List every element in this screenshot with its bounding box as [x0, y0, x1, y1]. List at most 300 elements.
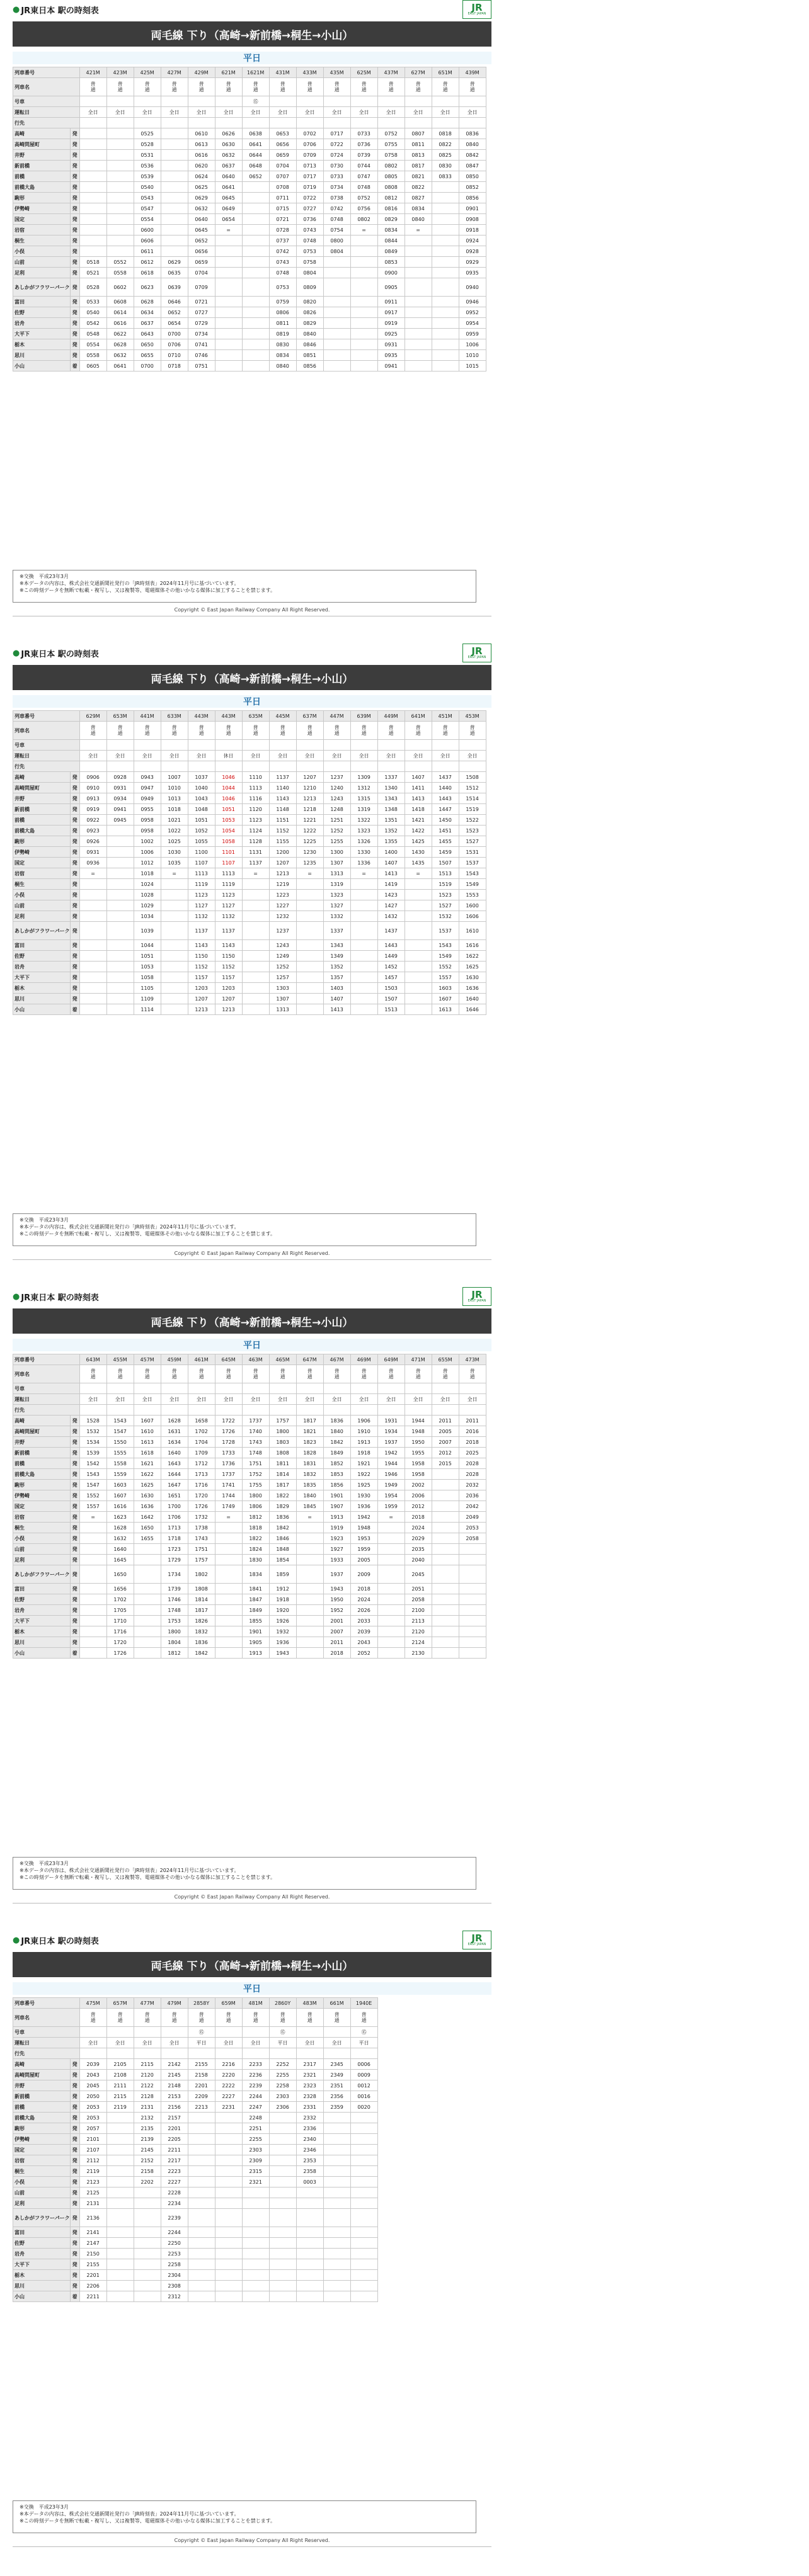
train-number[interactable]: 465M — [269, 1354, 296, 1365]
time-cell: 1734 — [161, 1565, 188, 1584]
time-cell — [404, 246, 432, 257]
arrive-depart: 発 — [70, 1555, 79, 1565]
cell: 全日 — [79, 2038, 106, 2048]
time-cell: 1704 — [188, 1437, 215, 1448]
time-cell — [350, 2145, 377, 2155]
train-number[interactable]: 645M — [215, 1354, 242, 1365]
train-number[interactable]: 435M — [323, 67, 350, 78]
time-cell: 2051 — [404, 1584, 432, 1594]
train-number[interactable]: 431M — [269, 67, 296, 78]
time-cell: 1830 — [242, 1555, 269, 1565]
cell — [106, 118, 134, 128]
station-name: 大平下 — [13, 1616, 71, 1626]
time-cell: 1630 — [134, 1490, 161, 1501]
time-cell — [432, 1469, 459, 1480]
arrive-depart: 発 — [70, 339, 79, 350]
time-cell: 1628 — [106, 1523, 134, 1533]
train-number[interactable]: 633M — [161, 711, 188, 722]
time-cell: 1537 — [459, 858, 486, 868]
time-cell: 2045 — [404, 1565, 432, 1584]
time-cell — [323, 2113, 350, 2123]
train-number[interactable]: 625M — [350, 67, 377, 78]
time-cell: 2308 — [161, 2281, 188, 2291]
cell — [350, 1405, 377, 1416]
time-cell: 1046 — [215, 772, 242, 783]
cell: 普 通 — [459, 722, 486, 740]
time-cell — [242, 1004, 269, 1015]
train-number[interactable]: 445M — [269, 711, 296, 722]
time-cell: 1755 — [242, 1480, 269, 1490]
brand-name: JR東日本 — [21, 6, 55, 16]
arrive-depart: 発 — [70, 1626, 79, 1637]
time-cell: 0928 — [106, 772, 134, 783]
time-cell: 1257 — [269, 972, 296, 983]
time-cell: 2016 — [459, 1426, 486, 1437]
notes-box — [13, 570, 476, 603]
time-cell — [350, 1004, 377, 1015]
time-cell: 0710 — [161, 350, 188, 361]
time-cell — [161, 225, 188, 235]
cell: 普 通 — [404, 722, 432, 740]
cell: 普 通 — [296, 2009, 323, 2027]
time-cell: 0640 — [215, 171, 242, 182]
time-cell: 1336 — [350, 858, 377, 868]
time-cell: 1655 — [134, 1533, 161, 1544]
time-cell — [296, 1648, 323, 1659]
cell: 全日 — [161, 107, 188, 118]
time-cell: 1628 — [161, 1416, 188, 1426]
time-cell: 1855 — [242, 1616, 269, 1626]
time-cell: 1137 — [242, 858, 269, 868]
time-cell — [377, 1648, 404, 1659]
time-cell — [459, 1605, 486, 1616]
time-cell: 1157 — [215, 972, 242, 983]
time-cell: 0811 — [404, 139, 432, 150]
time-cell — [106, 951, 134, 962]
time-cell — [432, 297, 459, 307]
time-cell — [350, 2281, 377, 2291]
day-type: 平日 — [13, 695, 491, 708]
time-cell: 0718 — [161, 361, 188, 372]
copyright: Copyright © East Japan Railway Company All Right Reserved. — [13, 1894, 491, 1900]
cell: 普 通 — [269, 2009, 296, 2027]
arrive-depart: 発 — [70, 900, 79, 911]
time-cell: 0630 — [215, 139, 242, 150]
time-cell: 1237 — [323, 772, 350, 783]
time-cell: 1507 — [432, 858, 459, 868]
time-cell: 2328 — [296, 2091, 323, 2102]
train-number[interactable]: 621M — [215, 67, 242, 78]
time-cell: 2340 — [296, 2134, 323, 2145]
arrive-depart: 発 — [70, 911, 79, 922]
cell: 普 通 — [134, 722, 161, 740]
time-cell: 2033 — [350, 1616, 377, 1626]
time-cell — [432, 1626, 459, 1637]
time-cell: 1644 — [161, 1469, 188, 1480]
time-cell: 1958 — [404, 1458, 432, 1469]
cell: 普 通 — [215, 722, 242, 740]
time-cell — [79, 1626, 106, 1637]
cell: 全日 — [242, 107, 269, 118]
train-number[interactable]: 635M — [242, 711, 269, 722]
time-cell: 1549 — [432, 951, 459, 962]
time-cell: 2148 — [161, 2080, 188, 2091]
time-cell: 0600 — [134, 225, 161, 235]
time-cell — [106, 890, 134, 900]
train-number[interactable]: 639M — [350, 711, 377, 722]
train-number[interactable]: 2860Y — [269, 1998, 296, 2009]
train-number[interactable]: 1940E — [350, 1998, 377, 2009]
time-cell: 0747 — [350, 171, 377, 182]
arrive-depart: 発 — [70, 278, 79, 297]
time-cell: 1046 — [215, 793, 242, 804]
time-cell: = — [296, 868, 323, 879]
arrive-depart: 発 — [70, 922, 79, 940]
time-cell: 1726 — [215, 1426, 242, 1437]
time-cell — [350, 339, 377, 350]
train-number[interactable]: 481M — [242, 1998, 269, 2009]
train-number[interactable]: 475M — [79, 1998, 106, 2009]
train-number[interactable]: 655M — [432, 1354, 459, 1365]
train-number[interactable]: 2858Y — [188, 1998, 215, 2009]
train-number[interactable]: 459M — [161, 1354, 188, 1365]
time-cell — [323, 2187, 350, 2198]
cell: 普 通 — [296, 722, 323, 740]
cell — [323, 1383, 350, 1394]
time-cell — [242, 193, 269, 203]
brand — [13, 647, 99, 659]
time-cell — [215, 339, 242, 350]
time-cell: 1720 — [106, 1637, 134, 1648]
time-cell: 2217 — [161, 2155, 188, 2166]
row-label: 号車 — [13, 96, 80, 107]
train-number[interactable]: 427M — [161, 67, 188, 78]
time-cell: 2005 — [350, 1555, 377, 1565]
cell: 普 通 — [188, 78, 215, 96]
time-cell: 0759 — [269, 297, 296, 307]
arrive-depart: 発 — [70, 793, 79, 804]
time-cell: 0719 — [296, 182, 323, 193]
time-cell: 1327 — [323, 900, 350, 911]
time-cell: 1618 — [134, 1448, 161, 1458]
time-cell: 1728 — [215, 1437, 242, 1448]
arrive-depart: 発 — [70, 1501, 79, 1512]
arrive-depart: 発 — [70, 318, 79, 329]
time-cell: = — [215, 1512, 242, 1523]
time-cell: 1949 — [377, 1480, 404, 1490]
station-name: 井野 — [13, 150, 71, 161]
time-cell: 1123 — [242, 815, 269, 826]
time-cell: 1803 — [269, 1437, 296, 1448]
note-line: ※本データの内容は、株式会社交通新聞社発行の「JR時刻表」2024年11月号に基づいています。 — [20, 581, 239, 586]
time-cell: 1109 — [134, 994, 161, 1004]
time-cell: 0809 — [296, 278, 323, 297]
time-cell: 0635 — [161, 268, 188, 278]
time-cell: 2018 — [459, 1437, 486, 1448]
time-cell — [296, 1565, 323, 1584]
time-cell: 1808 — [269, 1448, 296, 1458]
train-number[interactable]: 649M — [377, 1354, 404, 1365]
train-number[interactable]: 457M — [134, 1354, 161, 1365]
time-cell — [377, 1533, 404, 1544]
time-cell: 1210 — [296, 783, 323, 793]
station-name: 思川 — [13, 1637, 71, 1648]
time-cell — [106, 2238, 134, 2249]
cell: 全日 — [134, 107, 161, 118]
station-name: 岩舟 — [13, 962, 71, 972]
arrive-depart: 発 — [70, 2259, 79, 2270]
train-number[interactable]: 629M — [79, 711, 106, 722]
time-cell: 1600 — [459, 900, 486, 911]
train-number[interactable]: 423M — [106, 67, 134, 78]
train-number[interactable]: 429M — [188, 67, 215, 78]
time-cell: 0727 — [188, 307, 215, 318]
train-number[interactable]: 439M — [459, 67, 486, 78]
time-cell: 0652 — [161, 307, 188, 318]
time-cell — [215, 2134, 242, 2145]
train-number[interactable]: 651M — [432, 67, 459, 78]
time-cell: 2015 — [432, 1458, 459, 1469]
time-cell: 2205 — [161, 2134, 188, 2145]
cell — [215, 2048, 242, 2059]
cell: 全日 — [377, 107, 404, 118]
time-cell — [350, 278, 377, 297]
train-number[interactable]: 647M — [296, 1354, 323, 1365]
cell — [134, 740, 161, 751]
time-cell: 0730 — [323, 161, 350, 171]
time-cell — [134, 2209, 161, 2227]
time-cell — [161, 922, 188, 940]
row-label: 列車番号 — [13, 711, 80, 722]
timetable-grid — [13, 710, 486, 1015]
station-name: 岩宿 — [13, 868, 71, 879]
train-number[interactable]: 473M — [459, 1354, 486, 1365]
cell — [377, 96, 404, 107]
time-cell: 0547 — [134, 203, 161, 214]
time-cell: 2303 — [242, 2145, 269, 2155]
train-number[interactable]: 637M — [296, 711, 323, 722]
time-cell: 1018 — [161, 804, 188, 815]
time-cell: 1157 — [188, 972, 215, 983]
time-cell: 1948 — [404, 1426, 432, 1437]
time-cell — [350, 2209, 377, 2227]
train-number[interactable]: 627M — [404, 67, 432, 78]
time-cell: = — [79, 1512, 106, 1523]
cell — [459, 1405, 486, 1416]
time-cell — [323, 350, 350, 361]
time-cell: 1650 — [106, 1565, 134, 1584]
time-cell: 0830 — [269, 339, 296, 350]
time-cell — [215, 2259, 242, 2270]
time-cell — [269, 2166, 296, 2177]
train-number[interactable]: 425M — [134, 67, 161, 78]
cell — [404, 761, 432, 772]
station-name: 井野 — [13, 1437, 71, 1448]
station-name: 前橋大島 — [13, 1469, 71, 1480]
train-number[interactable]: 641M — [404, 711, 432, 722]
cell: 普 通 — [350, 1365, 377, 1383]
train-number[interactable]: 657M — [106, 1998, 134, 2009]
time-cell — [134, 2291, 161, 2302]
time-cell — [269, 2134, 296, 2145]
train-number[interactable]: 451M — [432, 711, 459, 722]
time-cell — [350, 983, 377, 994]
arrive-depart: 発 — [70, 1512, 79, 1523]
train-number[interactable]: 421M — [79, 67, 106, 78]
cell — [269, 118, 296, 128]
timetable-page — [13, 1287, 491, 1931]
train-number[interactable]: 659M — [215, 1998, 242, 2009]
time-cell — [79, 1565, 106, 1584]
time-cell — [161, 1004, 188, 1015]
time-cell — [350, 297, 377, 307]
time-cell: 0704 — [269, 161, 296, 171]
train-number[interactable]: 483M — [296, 1998, 323, 2009]
time-cell: 1800 — [269, 1426, 296, 1437]
time-cell: 0829 — [377, 214, 404, 225]
time-cell — [161, 994, 188, 1004]
brand-suffix: 駅の時刻表 — [57, 1936, 99, 1946]
time-cell: 1905 — [242, 1637, 269, 1648]
time-cell: 1907 — [323, 1501, 350, 1512]
train-number[interactable]: 463M — [242, 1354, 269, 1365]
station-name: 高崎 — [13, 128, 71, 139]
time-cell: 1100 — [188, 847, 215, 858]
time-cell — [106, 2113, 134, 2123]
time-cell: 0020 — [350, 2102, 377, 2113]
time-cell — [215, 1616, 242, 1626]
train-number[interactable]: 461M — [188, 1354, 215, 1365]
time-cell: 0709 — [296, 150, 323, 161]
time-cell: 2227 — [215, 2091, 242, 2102]
time-cell — [106, 847, 134, 858]
train-number[interactable]: 443M — [188, 711, 215, 722]
time-cell: 0540 — [134, 182, 161, 193]
train-number[interactable]: 653M — [106, 711, 134, 722]
train-number[interactable]: 479M — [161, 1998, 188, 2009]
train-number[interactable]: 455M — [106, 1354, 134, 1365]
arrive-depart: 発 — [70, 235, 79, 246]
arrive-depart: 発 — [70, 962, 79, 972]
train-number[interactable]: 453M — [459, 711, 486, 722]
train-number[interactable]: 643M — [79, 1354, 106, 1365]
time-cell: 0531 — [134, 150, 161, 161]
time-cell — [79, 235, 106, 246]
time-cell — [161, 139, 188, 150]
cell — [106, 1383, 134, 1394]
station-name: 新前橋 — [13, 161, 71, 171]
time-cell: 1829 — [269, 1501, 296, 1512]
train-number[interactable]: 437M — [377, 67, 404, 78]
time-cell — [404, 278, 432, 297]
time-cell: 1856 — [323, 1480, 350, 1490]
time-cell — [79, 171, 106, 182]
station-name: 小山 — [13, 1004, 71, 1015]
page-title: 両毛線 下り（高崎→新前橋→桐生→小山） — [13, 665, 491, 690]
time-cell: 0934 — [106, 793, 134, 804]
time-cell — [459, 1555, 486, 1565]
train-number[interactable]: 467M — [323, 1354, 350, 1365]
cell: 全日 — [188, 751, 215, 761]
time-cell: 0729 — [188, 318, 215, 329]
note-line: ※交換 平成23年3月 — [20, 1861, 69, 1866]
time-cell: 1307 — [269, 994, 296, 1004]
cell: 全日 — [404, 751, 432, 761]
time-cell — [269, 2113, 296, 2123]
cell: 全日 — [242, 1394, 269, 1405]
time-cell — [377, 1594, 404, 1605]
brand — [13, 4, 99, 16]
time-cell: 2156 — [161, 2102, 188, 2113]
train-number[interactable]: 441M — [134, 711, 161, 722]
time-cell — [269, 2209, 296, 2227]
train-number[interactable]: 1621M — [242, 67, 269, 78]
cell: 普 通 — [215, 1365, 242, 1383]
cell: 全日 — [242, 2038, 269, 2048]
cell: 全日 — [459, 1394, 486, 1405]
time-cell: 1523 — [432, 890, 459, 900]
train-number[interactable]: 471M — [404, 1354, 432, 1365]
time-cell: 0717 — [296, 171, 323, 182]
time-cell: 2032 — [459, 1480, 486, 1490]
time-cell: 0752 — [350, 193, 377, 203]
time-cell: 1248 — [323, 804, 350, 815]
time-cell: 1237 — [269, 922, 296, 940]
time-cell: 0840 — [459, 139, 486, 150]
time-cell: 1116 — [242, 793, 269, 804]
time-cell — [106, 171, 134, 182]
time-cell — [432, 1501, 459, 1512]
cell: 普 通 — [188, 722, 215, 740]
time-cell: 2244 — [242, 2091, 269, 2102]
time-cell: 0931 — [79, 847, 106, 858]
time-cell: 2113 — [404, 1616, 432, 1626]
time-cell: 1656 — [106, 1584, 134, 1594]
time-cell: 2050 — [79, 2091, 106, 2102]
time-cell — [432, 193, 459, 203]
arrive-depart: 発 — [70, 972, 79, 983]
time-cell: 0743 — [269, 257, 296, 268]
train-number[interactable]: 443M — [215, 711, 242, 722]
station-name: 小山 — [13, 361, 71, 372]
time-cell — [215, 1584, 242, 1594]
time-cell: 1443 — [432, 793, 459, 804]
arrive-depart: 発 — [70, 2238, 79, 2249]
cell — [377, 1383, 404, 1394]
train-number[interactable]: 433M — [296, 67, 323, 78]
time-cell: 1213 — [215, 1004, 242, 1015]
time-cell: 1950 — [404, 1437, 432, 1448]
train-number[interactable]: 447M — [323, 711, 350, 722]
train-number[interactable]: 469M — [350, 1354, 377, 1365]
arrive-depart: 発 — [70, 994, 79, 1004]
timetable-grid — [13, 1997, 378, 2302]
time-cell — [432, 1605, 459, 1616]
time-cell — [134, 2198, 161, 2209]
arrive-depart: 発 — [70, 1448, 79, 1458]
cell — [188, 96, 215, 107]
train-number[interactable]: 661M — [323, 1998, 350, 2009]
train-number[interactable]: 449M — [377, 711, 404, 722]
time-cell: 1413 — [377, 868, 404, 879]
cell — [134, 761, 161, 772]
train-number[interactable]: 477M — [134, 1998, 161, 2009]
time-cell: 1006 — [134, 847, 161, 858]
time-cell: 2206 — [79, 2281, 106, 2291]
time-cell: 0822 — [404, 182, 432, 193]
time-cell: 0743 — [296, 225, 323, 235]
cell — [323, 118, 350, 128]
